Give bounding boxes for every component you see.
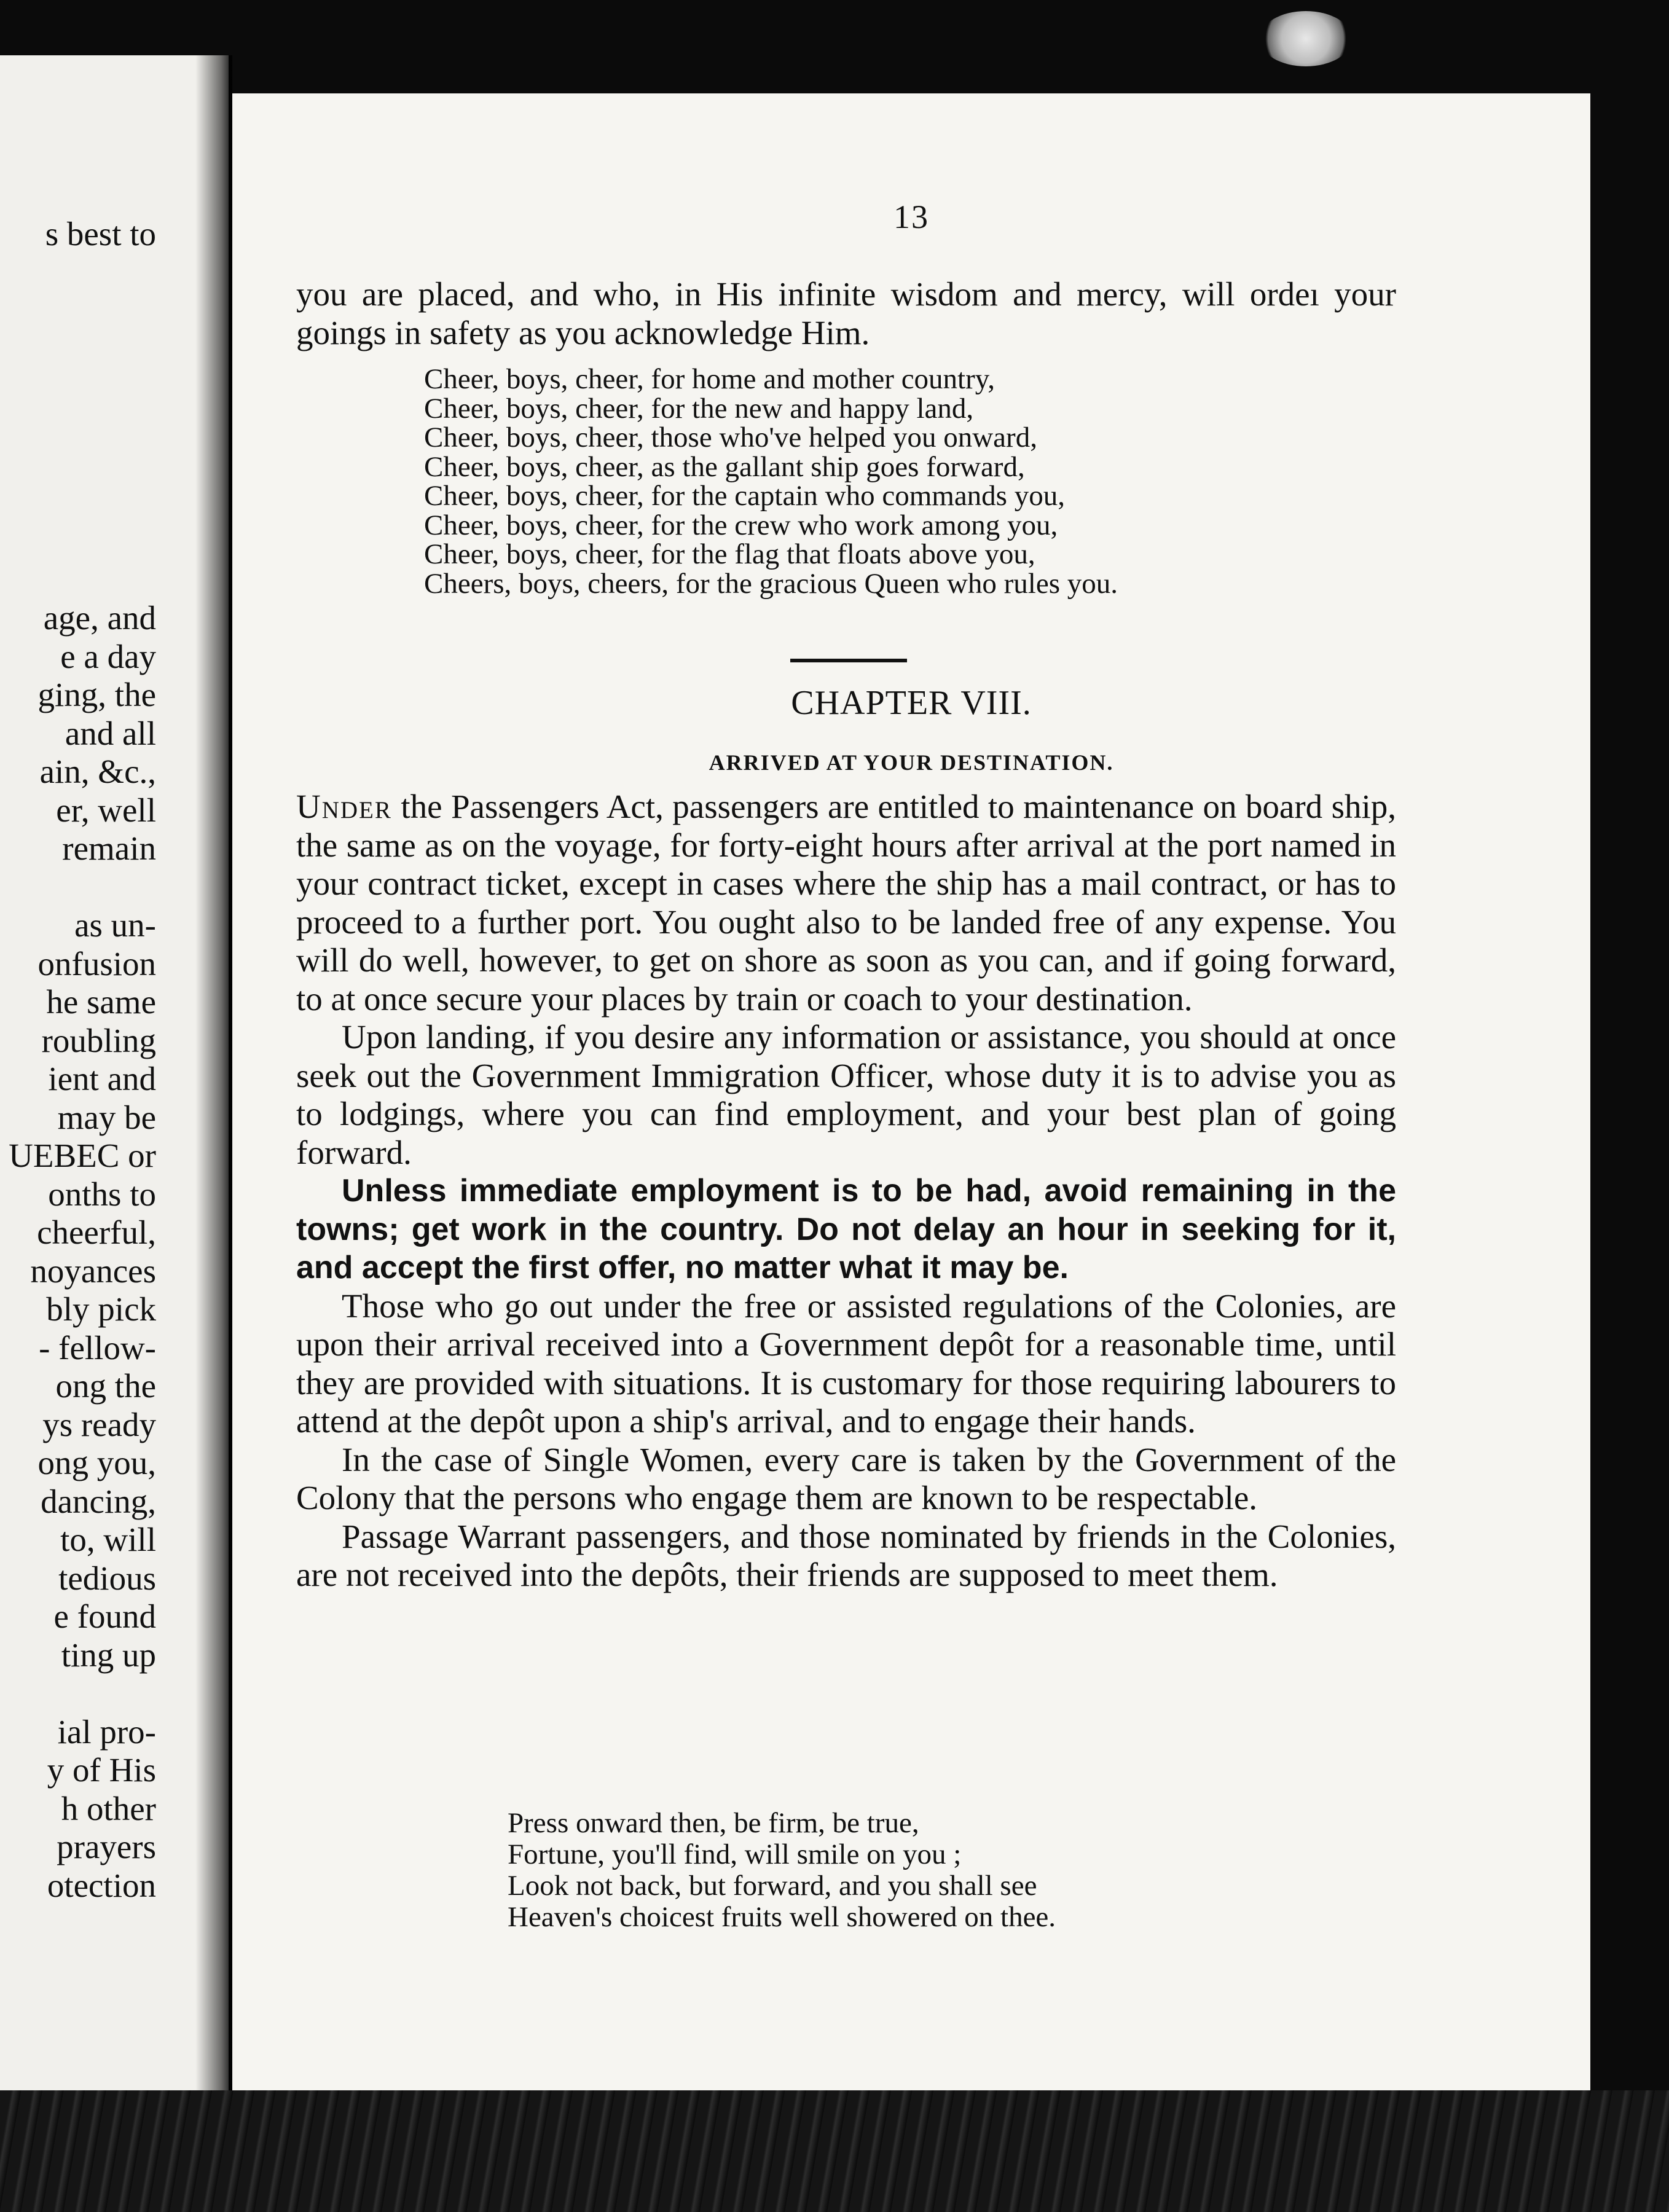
left-page-line: roubling: [41, 1021, 156, 1059]
left-page-fragment: [0, 55, 229, 2095]
opening-paragraph: [296, 275, 1396, 352]
verse-line: Cheer, boys, cheer, for home and mother country,: [424, 363, 995, 395]
left-page-line: y of His: [47, 1751, 156, 1789]
paragraph-passengers-act: [296, 788, 1396, 1018]
left-page-line: er, well: [56, 791, 156, 829]
left-page-line: may be: [57, 1098, 156, 1136]
left-page-line: ain, &c.,: [39, 753, 156, 790]
paragraph-free-assisted: Those who go out under the free or assisted regulations of the Colonies, are upon their arrival received into a Government depôt for a reasonable time, until they are provided with situations. It is customary for those requiring labourers to attend at the depôt upon a ship's arrival, and to engage their hands.: [296, 1287, 1396, 1440]
main-page: [232, 93, 1590, 2090]
left-page-line: ys ready: [42, 1405, 156, 1443]
left-page-line: age, and: [43, 599, 156, 637]
left-page-line: s best to: [45, 215, 156, 253]
verse-line: Cheer, boys, cheer, those who've helped you onward,: [424, 422, 1037, 453]
paragraph-single-women: In the case of Single Women, every care is taken by the Government of the Colony that the persons who engage them are known to be respectable.: [296, 1440, 1396, 1516]
left-page-line: and all: [65, 714, 156, 752]
left-page-line: ting up: [61, 1636, 156, 1674]
book-gutter-shadow: [195, 55, 232, 2095]
verse-line: Cheer, boys, cheer, for the crew who work among you,: [424, 509, 1058, 541]
left-page-line: bly pick: [46, 1290, 156, 1328]
left-page-line: noyances: [30, 1252, 156, 1290]
paragraph-bold-advice: Unless immediate employment is to be had, avoid remaining in the towns; get work in the country. Do not delay an hour in seeking for it, and accept the first offer, no matter what it may be.: [296, 1173, 1396, 1285]
paragraph-upon-landing: Upon landing, if you desire any information or assistance, you should at once seek out the Government Immigration Officer, whose duty it is to advise you as to lodgings, where you can find employment, and your best plan of going forward.: [296, 1018, 1396, 1171]
paragraph-passage-warrant: Passage Warrant passengers, and those nominated by friends in the Colonies, are not received into the depôts, their friends are supposed to meet them.: [296, 1517, 1396, 1593]
chapter-title: CHAPTER VIII.: [791, 684, 1032, 722]
left-page-line: to, will: [60, 1521, 156, 1558]
left-page-line: ong the: [55, 1367, 156, 1405]
left-page-line: ong you,: [37, 1444, 156, 1481]
left-page-line: e a day: [60, 637, 156, 675]
left-page-line: ient and: [48, 1060, 156, 1097]
page-number: 13: [893, 198, 929, 235]
verse-line: Press onward then, be firm, be true,: [508, 1807, 919, 1839]
verse-line: Cheer, boys, cheer, for the new and happy land,: [424, 392, 974, 425]
left-page-line: as un-: [74, 906, 156, 944]
left-page-line: ging, the: [37, 676, 156, 713]
verse-line: Look not back, but forward, and you shall see: [508, 1870, 1037, 1902]
verse-cheer-boys: [424, 365, 1118, 598]
verse-line: Cheer, boys, cheer, for the flag that floats above you,: [424, 538, 1035, 570]
left-page-line: tedious: [58, 1559, 156, 1597]
left-page-line: h other: [61, 1789, 156, 1827]
page-edge-stack: [0, 2090, 1669, 2212]
left-page-line: UEBEC or: [9, 1137, 156, 1174]
verse-line: Cheer, boys, cheer, as the gallant ship goes forward,: [424, 450, 1025, 483]
left-page-line: cheerful,: [37, 1214, 156, 1251]
left-page-line: prayers: [57, 1828, 156, 1865]
verse-line: Heaven's choicest fruits well showered on thee.: [508, 1901, 1056, 1933]
verse-line: Cheers, boys, cheers, for the gracious Queen who rules you.: [424, 567, 1118, 600]
left-page-line: e found: [53, 1598, 156, 1635]
chapter-subtitle: ARRIVED AT YOUR DESTINATION.: [709, 750, 1114, 775]
left-page-line: otection: [47, 1866, 156, 1904]
verse-line: Cheer, boys, cheer, for the captain who commands you,: [424, 480, 1065, 512]
paragraph-lead-word: Under: [296, 788, 392, 825]
left-page-line: he same: [46, 983, 156, 1021]
left-page-line: onths to: [48, 1175, 156, 1213]
chapter-body: [296, 788, 1396, 1594]
left-page-line: ial pro-: [57, 1712, 156, 1751]
left-page-line: - fellow-: [39, 1328, 156, 1367]
left-page-line: remain: [62, 830, 156, 867]
left-page-line: onfusion: [37, 944, 156, 982]
paragraph-text: the Passengers Act, passengers are entitled to maintenance on board ship, the same as on the voyage, for forty-eight hours after arrival at the port named in your contract ticket, except in cases where the ship has a mail contract, or has to proceed to a further port. You ought also to be landed free of any expense. You will do well, however, to get on shore as soon as you can, and if going forward, to at once secure your places by train or coach to your destination.: [296, 788, 1396, 1018]
left-page-line: dancing,: [41, 1482, 156, 1520]
scan-blot-mark: [1260, 11, 1352, 66]
verse-line: Fortune, you'll find, will smile on you ;: [508, 1838, 962, 1870]
verse-press-onward: [508, 1808, 1056, 1933]
opening-paragraph-text: you are placed, and who, in His infinite wisdom and mercy, will ordeı your goings in safety as you acknowledge Him.: [296, 275, 1396, 351]
section-divider-rule: [790, 659, 907, 662]
